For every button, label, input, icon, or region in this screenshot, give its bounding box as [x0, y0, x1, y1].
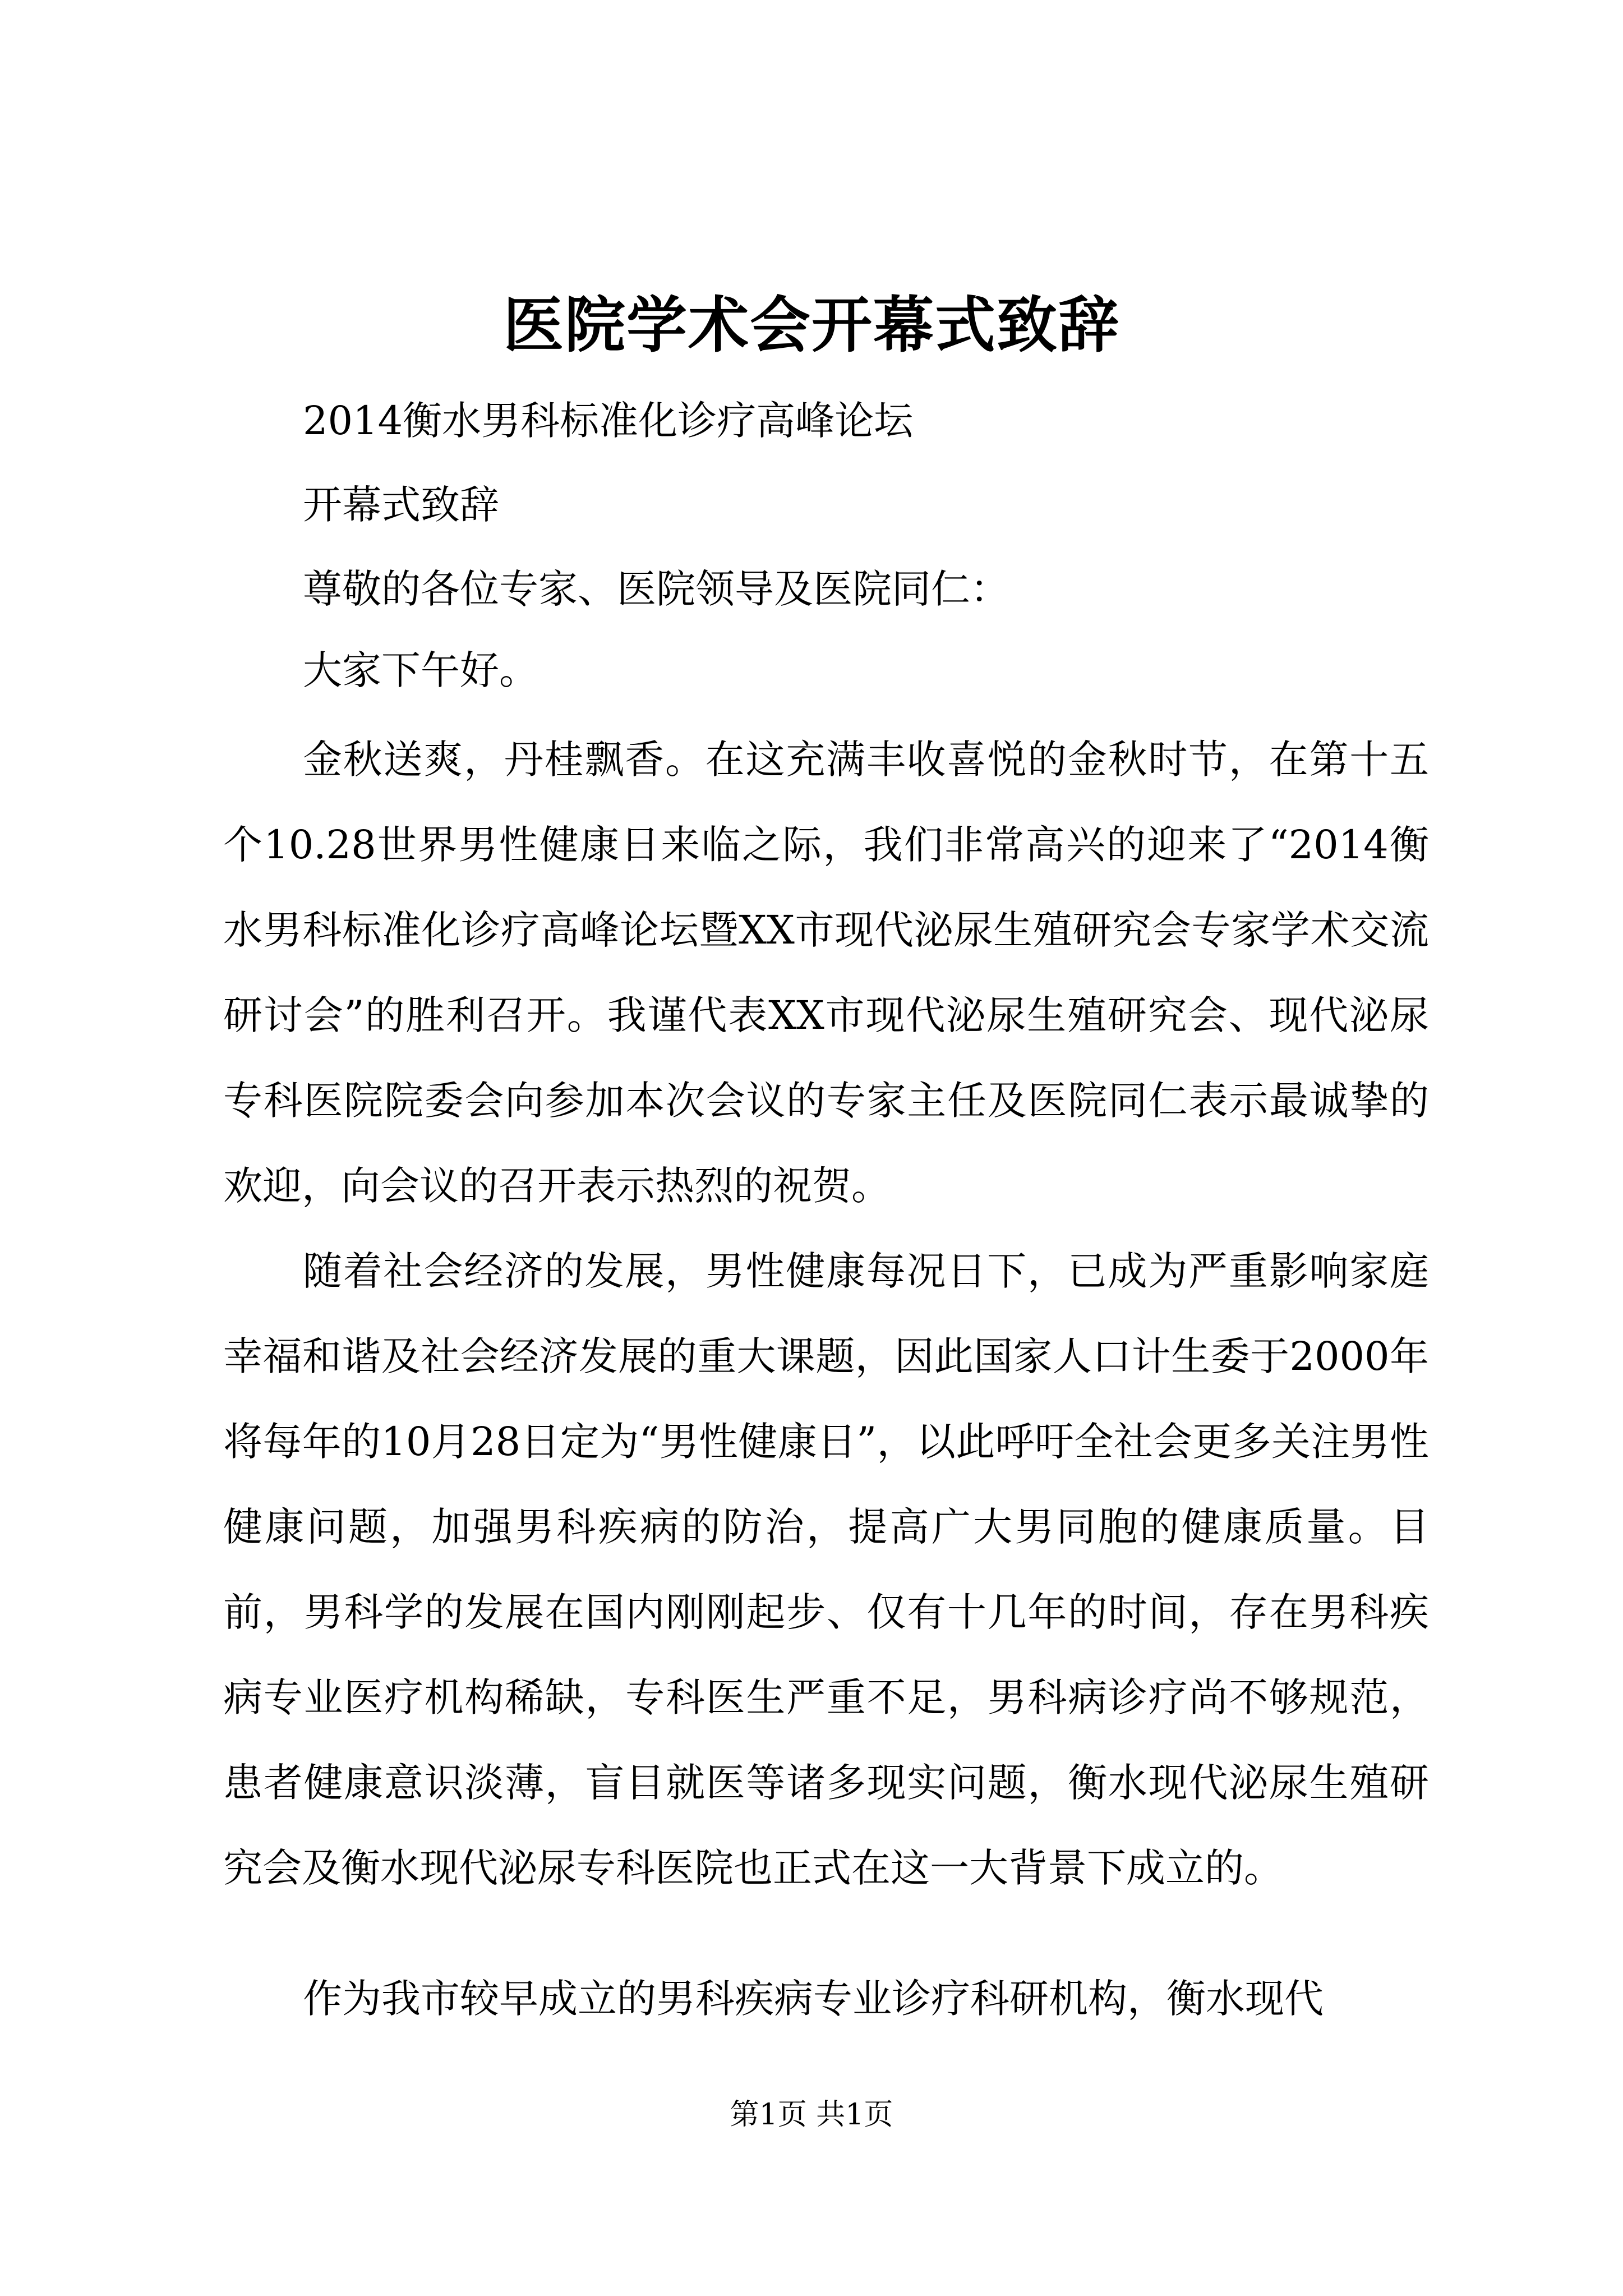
subtitle-line-2: 开幕式致辞 — [303, 482, 499, 528]
subtitle-line-1: 2014衡水男科标准化诊疗高峰论坛 — [303, 398, 914, 444]
document-title: 医院学术会开幕式致辞 — [502, 290, 1120, 361]
paragraph-3: 作为我市较早成立的男科疾病专业诊疗科研机构，衡水现代 — [303, 1976, 1324, 2022]
greeting: 大家下午好。 — [303, 647, 538, 693]
salutation: 尊敬的各位专家、医院领导及医院同仁： — [303, 566, 1009, 612]
paragraph-2: 随着社会经济的发展，男性健康每况日下，已成为严重影响家庭幸福和谐及社会经济发展的重大课题，因此国家人口计生委于2000年将每年的10月28日定为“男性健康日”，以此呼吁全社会更多关注男性健康问题，加强男科疾病的防治，提高广大男同胞的健康质量。目前，男科学的发展在国内刚刚起步、仅有十几年的时间，存在男科疾病专业医疗机构稀缺，专科医生严重不足，男科病诊疗尚不够规范，患者健康意识淡薄，盲目就医等诸多现实问题，衡水现代泌尿生殖研究会及衡水现代泌尿专科医院也正式在这一大背景下成立的。 — [223, 1248, 1429, 1891]
paragraph-1: 金秋送爽，丹桂飘香。在这充满丰收喜悦的金秋时节，在第十五个10.28世界男性健康日来临之际，我们非常高兴的迎来了“2014衡水男科标准化诊疗高峰论坛暨XX市现代泌尿生殖研究会专家学术交流研讨会”的胜利召开。我谨代表XX市现代泌尿生殖研究会、现代泌尿专科医院院委会向参加本次会议的专家主任及医院同仁表示最诚挚的欢迎，向会议的召开表示热烈的祝贺。 — [223, 737, 1429, 1209]
page-footer: 第1页 共1页 — [730, 2098, 893, 2132]
